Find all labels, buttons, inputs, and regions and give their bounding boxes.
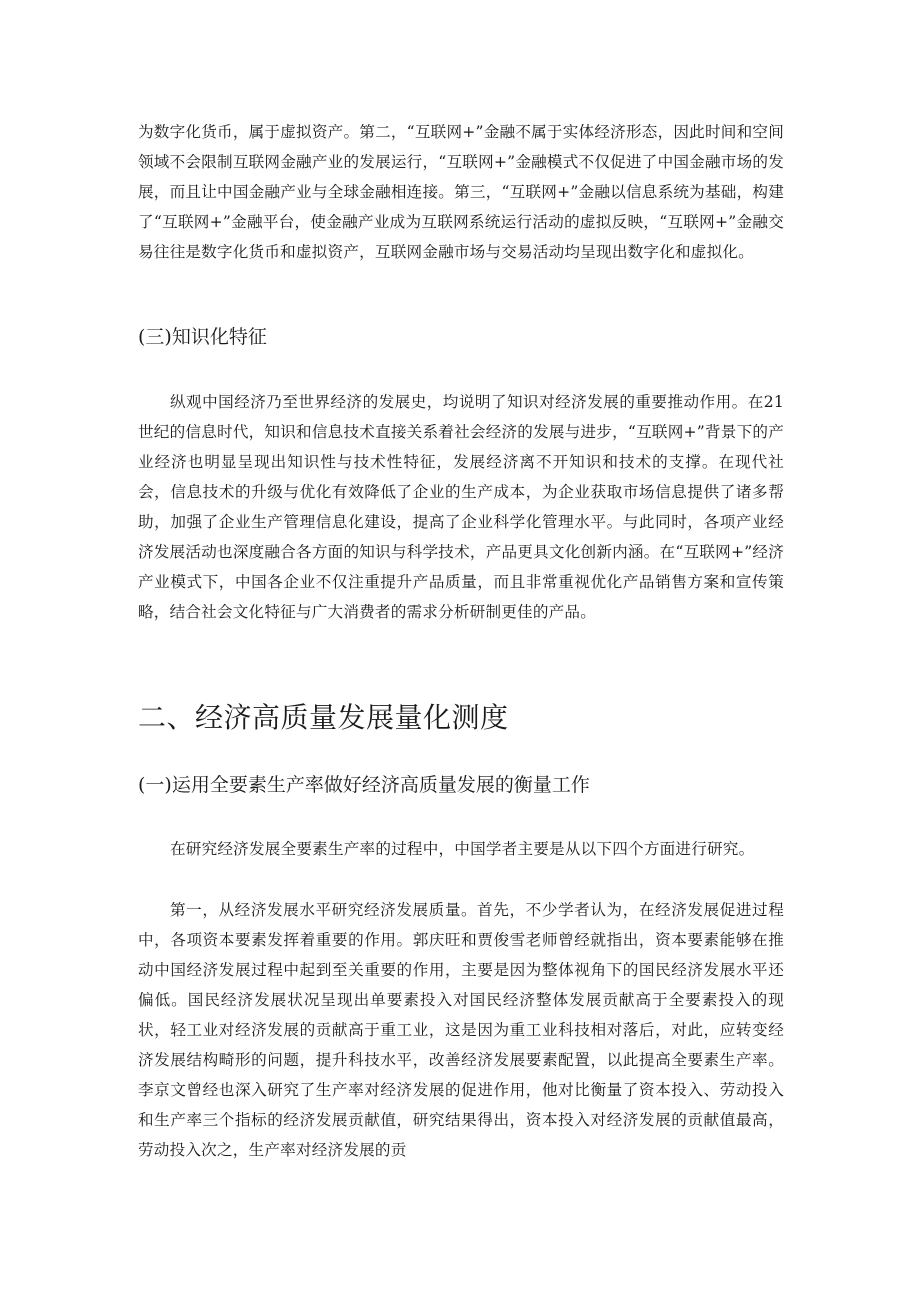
heading-section-quantification: 二、经济高质量发展量化测度 bbox=[138, 701, 509, 734]
paragraph-research-intro: 在研究经济发展全要素生产率的过程中，中国学者主要是从以下四个方面进行研究。 bbox=[170, 840, 755, 858]
heading-knowledge-feature: (三)知识化特征 bbox=[138, 326, 267, 348]
paragraph-first-aspect: 第一，从经济发展水平研究经济发展质量。首先，不少学者认为，在经济发展促进过程中，各项资本要素发挥着重要的作用。郭庆旺和贾俊雪老师曾经就指出，资本要素能够在推动中国经济发展过程中起到至关重要的作用，主要是因为整体视角下的国民经济发展水平还偏低。国民经济发展状况呈现出单要素投入对国民经济整体发展贡献高于全要素投入的现状，轻工业对经济发展的贡献高于重工业，这是因为重工业科技相对落后，对此，应转变经济发展结构畸形的问题，提升科技水平，改善经济发展要素配置，以此提高全要素生产率。李京文曾经也深入研究了生产率对经济发展的促进作用，他对比衡量了资本投入、劳动投入和生产率三个指标的经济发展贡献值，研究结果得出，资本投入对经济发展的贡献值最高，劳动投入次之，生产率对经济发展的贡 bbox=[138, 901, 784, 1159]
paragraph-knowledge: 纵观中国经济乃至世界经济的发展史，均说明了知识对经济发展的重要推动作用。在21世纪的信息时代，知识和信息技术直接关系着社会经济的发展与进步，“互联网+”背景下的产业经济也明显呈现出知识性与技术性特征，发展经济离不开知识和技术的支撑。在现代社会，信息技术的升级与优化有效降低了企业的生产成本，为企业获取市场信息提供了诸多帮助，加强了企业生产管理信息化建设，提高了企业科学化管理水平。与此同时，各项产业经济发展活动也深度融合各方面的知识与科学技术，产品更具文化创新内涵。在“互联网+”经济产业模式下，中国各企业不仅注重提升产品质量，而且非常重视优化产品销售方案和宣传策略，结合社会文化特征与广大消费者的需求分析研制更佳的产品。 bbox=[138, 393, 784, 621]
paragraph-virtualization: 为数字化货币，属于虚拟资产。第二，“互联网+”金融不属于实体经济形态，因此时间和空间领域不会限制互联网金融产业的发展运行，“互联网+”金融模式不仅促进了中国金融市场的发展，而且让中国金融产业与全球金融相连接。第三，“互联网+”金融以信息系统为基础，构建了“互联网+”金融平台，使金融产业成为互联网系统运行活动的虚拟反映，“互联网+”金融交易往往是数字化货币和虚拟资产，互联网金融市场与交易活动均呈现出数字化和虚拟化。 bbox=[138, 123, 784, 261]
heading-tfp-measurement: (一)运用全要素生产率做好经济高质量发展的衡量工作 bbox=[138, 774, 590, 796]
